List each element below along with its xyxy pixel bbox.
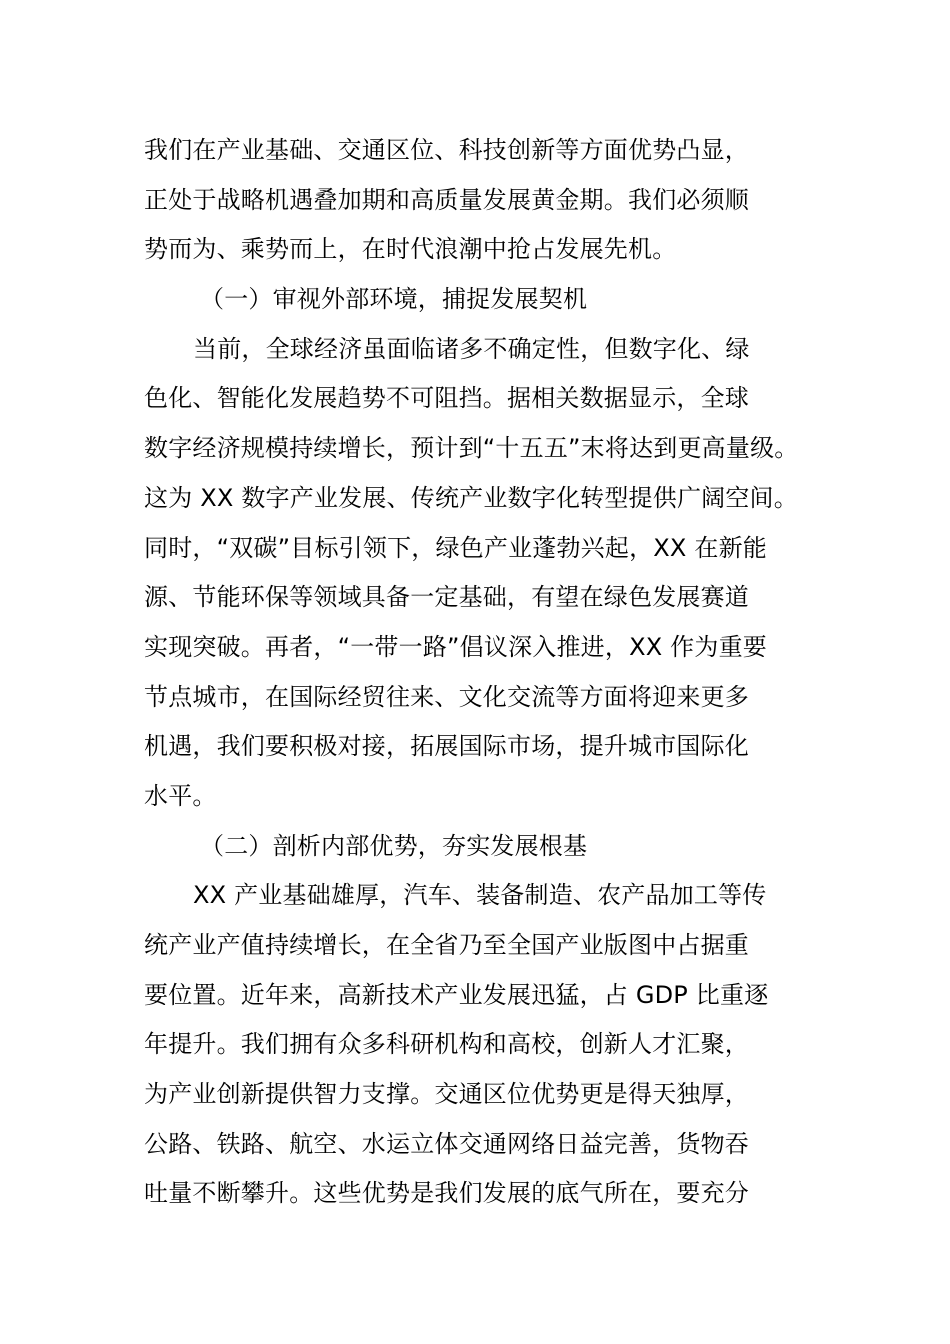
paragraph-line: 节点城市，在国际经贸往来、文化交流等方面将迎来更多 (144, 682, 749, 711)
paragraph-line: 要位置。近年来，高新技术产业发展迅猛，占 GDP 比重逐 (144, 980, 769, 1009)
paragraph-line: 实现突破。再者，“一带一路”倡议深入推进，XX 作为重要 (144, 632, 767, 661)
paragraph-line: 当前，全球经济虽面临诸多不确定性，但数字化、绿 (193, 334, 750, 363)
paragraph-line: 我们在产业基础、交通区位、科技创新等方面优势凸显， (144, 136, 749, 164)
section-heading-1: （一）审视外部环境，捕捉发展契机 (200, 285, 588, 314)
paragraph-line: XX 产业基础雄厚，汽车、装备制造、农产品加工等传 (193, 881, 767, 910)
paragraph-line: 势而为、乘势而上，在时代浪潮中抢占发展先机。 (144, 235, 677, 264)
paragraph-line: 这为 XX 数字产业发展、传统产业数字化转型提供广阔空间。 (144, 483, 798, 512)
paragraph-line: 数字经济规模持续增长，预计到“十五五”末将达到更高量级。 (144, 434, 799, 463)
document-body (144, 126, 814, 1219)
paragraph-line: 同时，“双碳”目标引领下，绿色产业蓬勃兴起，XX 在新能 (144, 533, 767, 562)
paragraph-line: 吐量不断攀升。这些优势是我们发展的底气所在，要充分 (144, 1179, 749, 1208)
paragraph-line: 为产业创新提供智力支撑。交通区位优势更是得天独厚， (144, 1080, 749, 1109)
paragraph-line: 统产业产值持续增长，在全省乃至全国产业版图中占据重 (144, 931, 749, 959)
paragraph-line: 色化、智能化发展趋势不可阻挡。据相关数据显示，全球 (144, 384, 749, 413)
paragraph-line: 机遇，我们要积极对接，拓展国际市场，提升城市国际化 (144, 732, 749, 761)
paragraph-line: 年提升。我们拥有众多科研机构和高校，创新人才汇聚， (144, 1030, 749, 1059)
paragraph-line: 水平。 (144, 781, 217, 810)
section-heading-2: （二）剖析内部优势，夯实发展根基 (200, 831, 588, 860)
paragraph-line: 公路、铁路、航空、水运立体交通网络日益完善，货物吞 (144, 1129, 749, 1158)
paragraph-line: 正处于战略机遇叠加期和高质量发展黄金期。我们必须顺 (144, 185, 749, 214)
paragraph-line: 源、节能环保等领域具备一定基础，有望在绿色发展赛道 (144, 583, 749, 612)
